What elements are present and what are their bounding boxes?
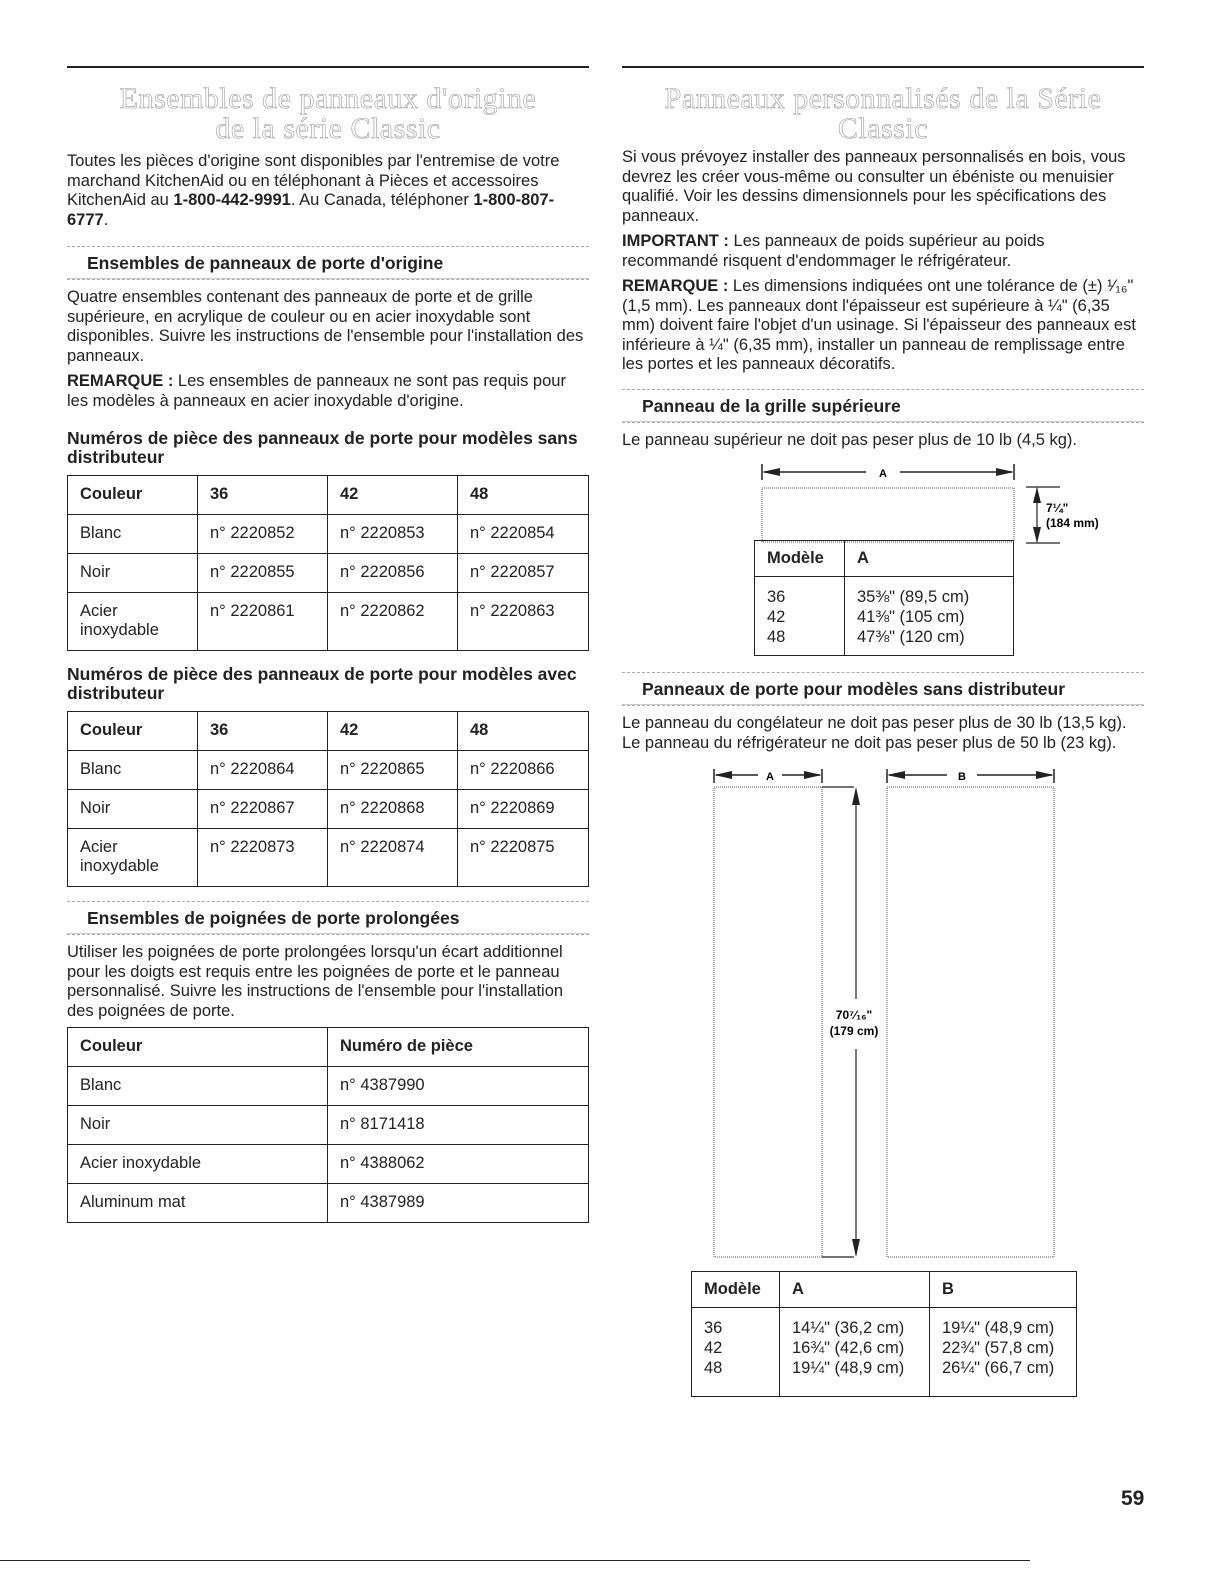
left-intro: Toutes les pièces d'origine sont disponibles par l'entremise de votre marchand KitchenAid ou en téléphonant à Pièces et accessoires KitchenAid au 1-800-442-9991. Au Canada, téléphoner 1-800-807-6777. xyxy=(67,152,560,229)
table-header-row: Couleur Numéro de pièce xyxy=(68,1028,589,1067)
right-column xyxy=(622,66,1144,1397)
table-row: Aluminum mat n° 4387989 xyxy=(68,1184,589,1223)
bottom-rule xyxy=(0,1560,1030,1561)
table-row: Noir n° 8171418 xyxy=(68,1106,589,1145)
table-header-row: Couleur 36 42 48 xyxy=(68,476,589,515)
left-top-rule xyxy=(67,66,589,68)
parts-table-with-dispenser xyxy=(67,711,589,887)
left-title xyxy=(67,84,589,144)
left-column xyxy=(67,66,589,1223)
table-header-row: Couleur 36 42 48 xyxy=(68,712,589,751)
left-title-line1: Ensembles de panneaux d'origine xyxy=(119,82,537,115)
door-label-a: A xyxy=(766,771,774,783)
grille-height-mm: (184 mm) xyxy=(1046,516,1099,530)
right-intro: Si vous prévoyez installer des panneaux personnalisés en bois, vous devrez les créer vous-même ou consulter un ébéniste ou menuisier qualifié. Voir les dessins dimensionnels pour les spécifications des panneaux. xyxy=(622,148,1126,225)
grille-label-a: A xyxy=(879,468,887,480)
left-note: REMARQUE : Les ensembles de panneaux ne sont pas requis pour les modèles à panneaux en acier inoxydable d'origine. xyxy=(67,372,566,410)
door-label-b: B xyxy=(958,771,966,783)
table-row: Acier inoxydable n° 2220861 n° 2220862 n° 2220863 xyxy=(68,593,589,651)
handles-table xyxy=(67,1027,589,1223)
subhead-original-panels: Ensembles de panneaux de porte d'origine xyxy=(67,246,589,280)
door-dimensions-table xyxy=(691,1271,1077,1397)
table-row: Acier inoxydable n° 4388062 xyxy=(68,1145,589,1184)
table-header-row: Modèle A xyxy=(755,541,1014,577)
door-panels-text: Le panneau du congélateur ne doit pas peser plus de 30 lb (13,5 kg). Le panneau du réfrigérateur ne doit pas peser plus de 50 lb (23 kg). xyxy=(622,714,1127,752)
grille-panel-diagram xyxy=(622,456,1144,546)
grille-height-in: 7¼" xyxy=(1046,501,1069,515)
left-title-line2: de la série Classic xyxy=(215,112,441,145)
door-panels-diagram xyxy=(622,759,1144,1269)
table1-title: Numéros de pièce des panneaux de porte pour modèles sans distributeur xyxy=(67,428,578,467)
important-note: IMPORTANT : Les panneaux de poids supérieur au poids recommandé risquent d'endommager le réfrigérateur. xyxy=(622,232,1045,270)
door-height-in: 70⁷⁄₁₆" xyxy=(835,1008,873,1022)
fridge-panel-outline xyxy=(887,787,1054,1257)
table2-title: Numéros de pièce des panneaux de porte pour modèles avec distributeur xyxy=(67,664,577,703)
table-row: Noir n° 2220867 n° 2220868 n° 2220869 xyxy=(68,790,589,829)
original-panels-text: Quatre ensembles contenant des panneaux de porte et de grille supérieure, en acrylique de couleur ou en acier inoxydable sont disponibles. Suivre les instructions de l'ensemble pour l'installation des panneaux. xyxy=(67,288,584,365)
subhead-door-panels: Panneaux de porte pour modèles sans distributeur xyxy=(622,672,1144,706)
table-row: 36 42 48 35⅜" (89,5 cm) 41⅜" (105 cm) 47⅜" (120 cm) xyxy=(755,577,1014,656)
table-row: Blanc n° 4387990 xyxy=(68,1067,589,1106)
right-note: REMARQUE : Les dimensions indiquées ont une tolérance de (±) ¹⁄₁₆" (1,5 mm). Les panneaux dont l'épaisseur est supérieure à ¼" (6,35 mm) doivent faire l'objet d'un usinage. Si l'épaisseur des panneaux est inférieure à ¼" (6,35 mm), installer un panneau de remplissage entre les portes et les panneaux décoratifs. xyxy=(622,277,1136,373)
page-number: 59 xyxy=(1121,1487,1145,1510)
extended-handles-text: Utiliser les poignées de porte prolongées lorsqu'un écart additionnel pour les doigts est requis entre les poignées de porte et le panneau personnalisé. Suivre les instructions de l'ensemble pour l'installation des poignées de porte. xyxy=(67,943,564,1020)
grille-dimensions-table xyxy=(754,540,1014,656)
table-row: 36 42 48 14¼" (36,2 cm) 16¾" (42,6 cm) 19¼" (48,9 cm) 19¼" (48,9 cm) 22¾" (57,8 cm) 26¼" (66,7 cm) xyxy=(692,1308,1077,1397)
subhead-grille-panel: Panneau de la grille supérieure xyxy=(622,389,1144,423)
right-title: Panneaux personnalisés de la Série Classic xyxy=(664,82,1102,145)
table-row: Blanc n° 2220852 n° 2220853 n° 2220854 xyxy=(68,515,589,554)
grille-panel-text: Le panneau supérieur ne doit pas peser plus de 10 lb (4,5 kg). xyxy=(622,430,1077,449)
phone-us: 1-800-442-9991 xyxy=(173,191,291,209)
table-row: Acier inoxydable n° 2220873 n° 2220874 n° 2220875 xyxy=(68,829,589,887)
table-row: Noir n° 2220855 n° 2220856 n° 2220857 xyxy=(68,554,589,593)
table-row: Blanc n° 2220864 n° 2220865 n° 2220866 xyxy=(68,751,589,790)
right-top-rule xyxy=(622,66,1144,68)
door-height-cm: (179 cm) xyxy=(829,1024,879,1038)
phone-canada: 1-800-807-6777 xyxy=(67,191,555,229)
subhead-extended-handles: Ensembles de poignées de porte prolongées xyxy=(67,901,589,935)
freezer-panel-outline xyxy=(714,787,822,1257)
parts-table-no-dispenser xyxy=(67,475,589,651)
table-header-row: Modèle A B xyxy=(692,1272,1077,1308)
